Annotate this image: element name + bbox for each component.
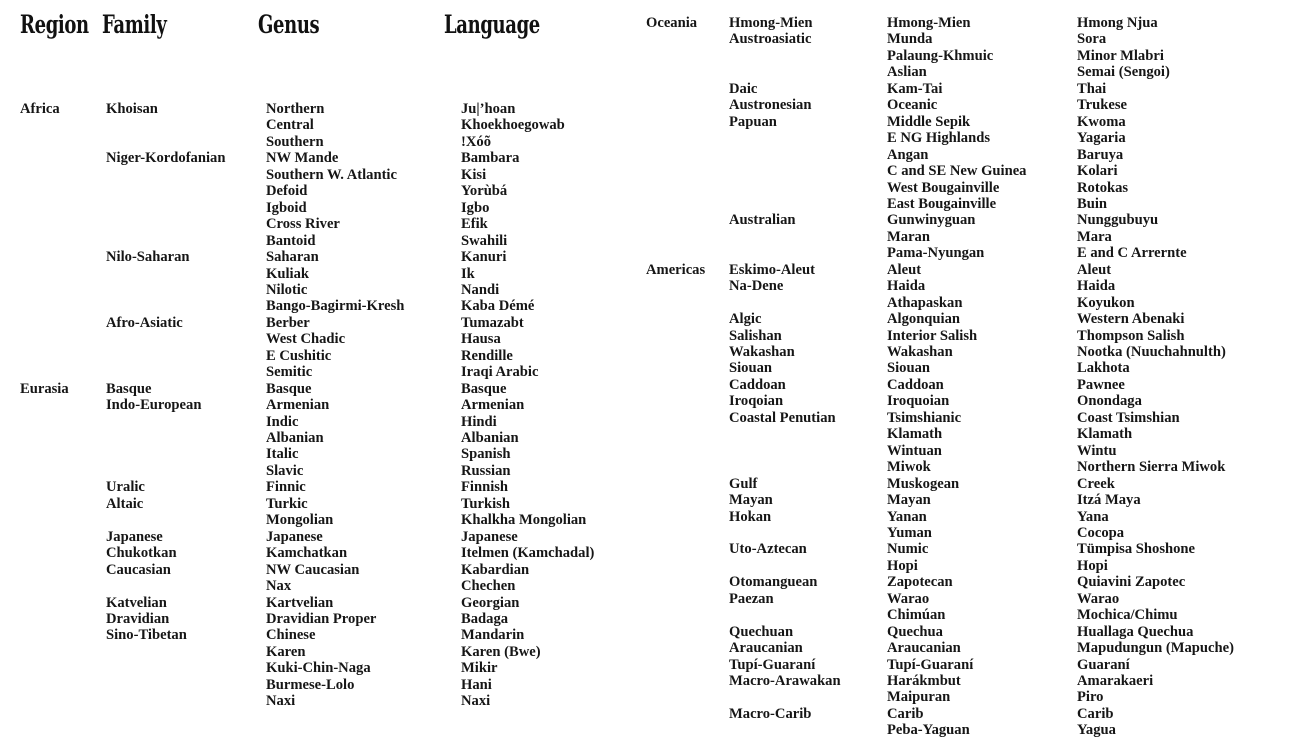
family-cell: Uto-Aztecan xyxy=(729,541,807,558)
genus-cell: West Bougainville xyxy=(887,179,1000,196)
family-cell: Caucasian xyxy=(106,561,171,578)
language-cell: Minor Mlabri xyxy=(1077,47,1164,64)
language-cell: Japanese xyxy=(461,528,518,545)
genus-cell: Slavic xyxy=(266,462,304,479)
genus-cell: Numic xyxy=(887,541,929,558)
family-cell: Hokan xyxy=(729,508,772,525)
family-cell: Japanese xyxy=(106,528,163,545)
genus-cell: Semitic xyxy=(266,364,313,381)
genus-cell: Wakashan xyxy=(887,344,953,360)
language-cell: Buin xyxy=(1077,195,1108,212)
family-cell: Austronesian xyxy=(729,97,812,114)
language-cell: Armenian xyxy=(461,397,525,414)
language-cell: Yagua xyxy=(1077,722,1116,739)
genus-cell: Yuman xyxy=(887,524,932,541)
region-cell: Eurasia xyxy=(20,380,69,397)
genus-cell: Miwok xyxy=(887,459,931,476)
language-cell: Efik xyxy=(461,216,488,233)
language-cell: Badaga xyxy=(461,610,509,627)
genus-cell: Middle Sepik xyxy=(887,113,971,130)
language-cell: Georgian xyxy=(461,594,520,611)
family-cell: Macro-Carib xyxy=(729,705,812,722)
language-cell: Mandarin xyxy=(461,627,525,644)
genus-cell: Central xyxy=(266,117,314,134)
genus-cell: Saharan xyxy=(266,249,319,266)
language-cell: Nandi xyxy=(461,281,500,298)
genus-cell: Nax xyxy=(266,578,292,595)
genus-cell: Peba-Yaguan xyxy=(887,722,970,739)
family-cell: Australian xyxy=(729,212,796,229)
family-cell: Hmong-Mien xyxy=(729,15,813,31)
region-cell: Oceania xyxy=(646,15,698,31)
family-cell: Papuan xyxy=(729,113,777,130)
language-cell: Yana xyxy=(1077,508,1109,525)
language-cell: Northern Sierra Miwok xyxy=(1077,459,1226,476)
family-cell: Na-Dene xyxy=(729,278,784,295)
genus-cell: Siouan xyxy=(887,360,930,377)
family-cell: Wakashan xyxy=(729,344,795,360)
genus-cell: NW Caucasian xyxy=(266,561,360,578)
language-cell: Coast Tsimshian xyxy=(1077,409,1180,426)
genus-cell: Naxi xyxy=(266,693,296,710)
language-cell: Iraqi Arabic xyxy=(461,364,539,381)
family-cell: Tupí-Guaraní xyxy=(729,656,816,673)
language-cell: Mara xyxy=(1077,228,1112,245)
family-cell: Afro-Asiatic xyxy=(106,314,183,331)
genus-cell: Kartvelian xyxy=(266,594,334,611)
language-cell: Creek xyxy=(1077,475,1115,492)
family-cell: Indo-European xyxy=(106,397,202,414)
genus-cell: Araucanian xyxy=(887,640,961,657)
genus-cell: Gunwinyguan xyxy=(887,212,976,229)
language-cell: Karen (Bwe) xyxy=(461,643,541,660)
family-cell: Nilo-Saharan xyxy=(106,249,190,266)
genus-cell: Kuliak xyxy=(266,265,309,282)
genus-cell: Maipuran xyxy=(887,689,951,706)
genus-cell: Chinese xyxy=(266,627,316,644)
genus-cell: Turkic xyxy=(266,495,308,512)
family-cell: Chukotkan xyxy=(106,545,177,562)
genus-cell: Igboid xyxy=(266,199,307,216)
language-cell: Huallaga Quechua xyxy=(1077,623,1194,640)
genus-cell: Carib xyxy=(887,705,924,722)
language-cell: Aleut xyxy=(1077,261,1112,278)
genus-cell: Mongolian xyxy=(266,512,334,529)
genus-cell: Kam-Tai xyxy=(887,80,943,97)
genus-cell: Palaung-Khmuic xyxy=(887,47,994,64)
genus-cell: Interior Salish xyxy=(887,327,978,344)
language-cell: Kabardian xyxy=(461,561,530,578)
family-cell: Katvelian xyxy=(106,594,167,611)
genus-cell: Basque xyxy=(266,380,312,397)
language-cell: Igbo xyxy=(461,199,490,216)
family-cell: Daic xyxy=(729,80,758,97)
genus-cell: Albanian xyxy=(266,430,324,446)
genus-cell: C and SE New Guinea xyxy=(887,163,1027,180)
family-cell: Khoisan xyxy=(106,101,158,117)
family-cell: Araucanian xyxy=(729,640,803,657)
genus-cell: Aslian xyxy=(887,64,927,81)
language-cell: Khoekhoegowab xyxy=(461,117,565,134)
family-cell: Coastal Penutian xyxy=(729,409,836,426)
genus-cell: East Bougainville xyxy=(887,195,997,212)
language-cell: Klamath xyxy=(1077,426,1133,443)
language-cell: Turkish xyxy=(461,495,510,512)
language-cell: Ik xyxy=(461,265,475,282)
language-cell: Piro xyxy=(1077,689,1104,706)
language-cell: Itelmen (Kamchadal) xyxy=(461,545,595,562)
family-cell: Macro-Arawakan xyxy=(729,673,841,689)
family-cell: Altaic xyxy=(106,495,144,512)
language-cell: Carib xyxy=(1077,705,1114,722)
language-cell: Naxi xyxy=(461,693,491,710)
family-cell: Quechuan xyxy=(729,623,794,640)
language-cell: Hindi xyxy=(461,413,497,430)
language-cell: Mikir xyxy=(461,660,498,677)
genus-cell: E Cushitic xyxy=(266,347,332,364)
language-cell: Warao xyxy=(1077,590,1120,607)
genus-cell: Chimúan xyxy=(887,607,946,624)
language-cell: Guaraní xyxy=(1077,656,1130,673)
family-cell: Salishan xyxy=(729,327,782,344)
language-cell: Hmong Njua xyxy=(1077,15,1158,31)
language-cell: Albanian xyxy=(461,430,519,446)
genus-cell: Harákmbut xyxy=(887,673,961,689)
genus-cell: Dravidian Proper xyxy=(266,610,377,627)
language-cell: Mochica/Chimu xyxy=(1077,607,1178,624)
genus-cell: Finnic xyxy=(266,479,306,496)
genus-cell: Munda xyxy=(887,31,933,48)
family-cell: Otomanguean xyxy=(729,574,818,591)
language-cell: Western Abenaki xyxy=(1077,311,1185,328)
language-cell: Cocopa xyxy=(1077,524,1125,541)
family-cell: Gulf xyxy=(729,475,758,492)
genus-cell: Berber xyxy=(266,314,310,331)
genus-cell: Muskogean xyxy=(887,475,960,492)
genus-cell: Armenian xyxy=(266,397,330,414)
genus-cell: Warao xyxy=(887,590,930,607)
column-header-genus: Genus xyxy=(258,10,320,39)
language-cell: Baruya xyxy=(1077,146,1124,163)
language-cell: Basque xyxy=(461,380,507,397)
genus-cell: Caddoan xyxy=(887,376,944,393)
family-cell: Paezan xyxy=(729,590,774,607)
language-cell: Russian xyxy=(461,462,511,479)
genus-cell: Southern W. Atlantic xyxy=(266,166,397,183)
family-cell: Siouan xyxy=(729,360,772,377)
genus-cell: Iroquoian xyxy=(887,393,950,410)
language-cell: Itzá Maya xyxy=(1077,492,1141,509)
language-cell: E and C Arrernte xyxy=(1077,245,1187,262)
genus-cell: Oceanic xyxy=(887,97,938,114)
genus-cell: Wintuan xyxy=(887,442,942,459)
family-cell: Dravidian xyxy=(106,610,170,627)
genus-cell: Southern xyxy=(266,133,324,150)
genus-cell: Maran xyxy=(887,228,930,245)
language-cell: Rotokas xyxy=(1077,179,1129,196)
language-cell: Semai (Sengoi) xyxy=(1077,64,1170,81)
language-cell: Quiavini Zapotec xyxy=(1077,574,1186,591)
family-cell: Basque xyxy=(106,380,152,397)
genus-cell: Kamchatkan xyxy=(266,545,348,562)
language-cell: Thompson Salish xyxy=(1077,327,1185,344)
language-cell: Finnish xyxy=(461,479,509,496)
family-cell: Uralic xyxy=(106,479,145,496)
language-cell: Mapudungun (Mapuche) xyxy=(1077,640,1234,657)
genus-cell: Indic xyxy=(266,413,299,430)
region-cell: Africa xyxy=(20,101,60,117)
genus-cell: Aleut xyxy=(887,261,922,278)
region-cell: Americas xyxy=(646,261,706,278)
language-cell: Yagaria xyxy=(1077,130,1126,147)
language-cell: Tümpisa Shoshone xyxy=(1077,541,1196,558)
genus-cell: Bango-Bagirmi-Kresh xyxy=(266,298,405,315)
language-cell: Trukese xyxy=(1077,97,1127,114)
genus-cell: Mayan xyxy=(887,492,931,509)
genus-cell: Kuki-Chin-Naga xyxy=(266,660,371,677)
language-cell: Pawnee xyxy=(1077,376,1125,393)
language-cell: Onondaga xyxy=(1077,393,1142,410)
genus-cell: Bantoid xyxy=(266,232,316,249)
genus-cell: Defoid xyxy=(266,183,308,200)
genus-cell: Athapaskan xyxy=(887,294,963,311)
genus-cell: Yanan xyxy=(887,508,927,525)
language-cell: Hausa xyxy=(461,331,501,348)
language-cell: Thai xyxy=(1077,80,1107,97)
language-cell: Kaba Démé xyxy=(461,298,535,315)
genus-cell: Algonquian xyxy=(887,311,961,328)
family-cell: Sino-Tibetan xyxy=(106,627,187,644)
language-cell: Chechen xyxy=(461,578,516,595)
language-cell: Kolari xyxy=(1077,163,1118,180)
genus-cell: Pama-Nyungan xyxy=(887,245,985,262)
genus-cell: Haida xyxy=(887,278,926,295)
genus-cell: Karen xyxy=(266,643,306,660)
family-cell: Eskimo-Aleut xyxy=(729,261,815,278)
language-cell: Spanish xyxy=(461,446,511,463)
genus-cell: NW Mande xyxy=(266,150,339,167)
family-cell: Algic xyxy=(729,311,762,328)
genus-cell: E NG Highlands xyxy=(887,130,991,147)
family-cell: Austroasiatic xyxy=(729,31,812,48)
language-cell: Tumazabt xyxy=(461,314,524,331)
family-cell: Niger-Kordofanian xyxy=(106,150,226,167)
language-cell: Nootka (Nuuchahnulth) xyxy=(1077,344,1226,360)
language-cell: Sora xyxy=(1077,31,1107,48)
genus-cell: Northern xyxy=(266,101,325,117)
language-cell: !Xóõ xyxy=(461,133,491,150)
language-cell: Amarakaeri xyxy=(1077,673,1154,689)
language-cell: Lakhota xyxy=(1077,360,1130,377)
genus-cell: Burmese-Lolo xyxy=(266,676,355,693)
language-cell: Khalkha Mongolian xyxy=(461,512,587,529)
genus-cell: Quechua xyxy=(887,623,943,640)
language-cell: Haida xyxy=(1077,278,1116,295)
column-header-region: Region xyxy=(20,10,89,39)
language-cell: Kwoma xyxy=(1077,113,1126,130)
language-cell: Yorùbá xyxy=(461,183,508,200)
column-header-family: Family xyxy=(102,10,167,39)
genus-cell: West Chadic xyxy=(266,331,346,348)
language-cell: Nunggubuyu xyxy=(1077,212,1159,229)
language-cell: Hani xyxy=(461,676,492,693)
genus-cell: Hopi xyxy=(887,557,918,574)
language-cell: Rendille xyxy=(461,347,513,364)
genus-cell: Italic xyxy=(266,446,299,463)
language-cell: Koyukon xyxy=(1077,294,1135,311)
language-cell: Ju|’hoan xyxy=(461,101,516,117)
genus-cell: Angan xyxy=(887,146,929,163)
family-cell: Iroqoian xyxy=(729,393,784,410)
family-cell: Mayan xyxy=(729,492,773,509)
genus-cell: Zapotecan xyxy=(887,574,953,591)
genus-cell: Hmong-Mien xyxy=(887,15,971,31)
column-header-language: Language xyxy=(444,10,540,39)
family-cell: Caddoan xyxy=(729,376,786,393)
language-cell: Hopi xyxy=(1077,557,1108,574)
genus-cell: Nilotic xyxy=(266,281,308,298)
language-cell: Swahili xyxy=(461,232,508,249)
language-cell: Bambara xyxy=(461,150,520,167)
genus-cell: Klamath xyxy=(887,426,943,443)
genus-cell: Japanese xyxy=(266,528,323,545)
language-cell: Wintu xyxy=(1077,442,1117,459)
genus-cell: Cross River xyxy=(266,216,340,233)
language-cell: Kanuri xyxy=(461,249,507,266)
genus-cell: Tupí-Guaraní xyxy=(887,656,974,673)
genus-cell: Tsimshianic xyxy=(887,409,962,426)
language-cell: Kisi xyxy=(461,166,487,183)
